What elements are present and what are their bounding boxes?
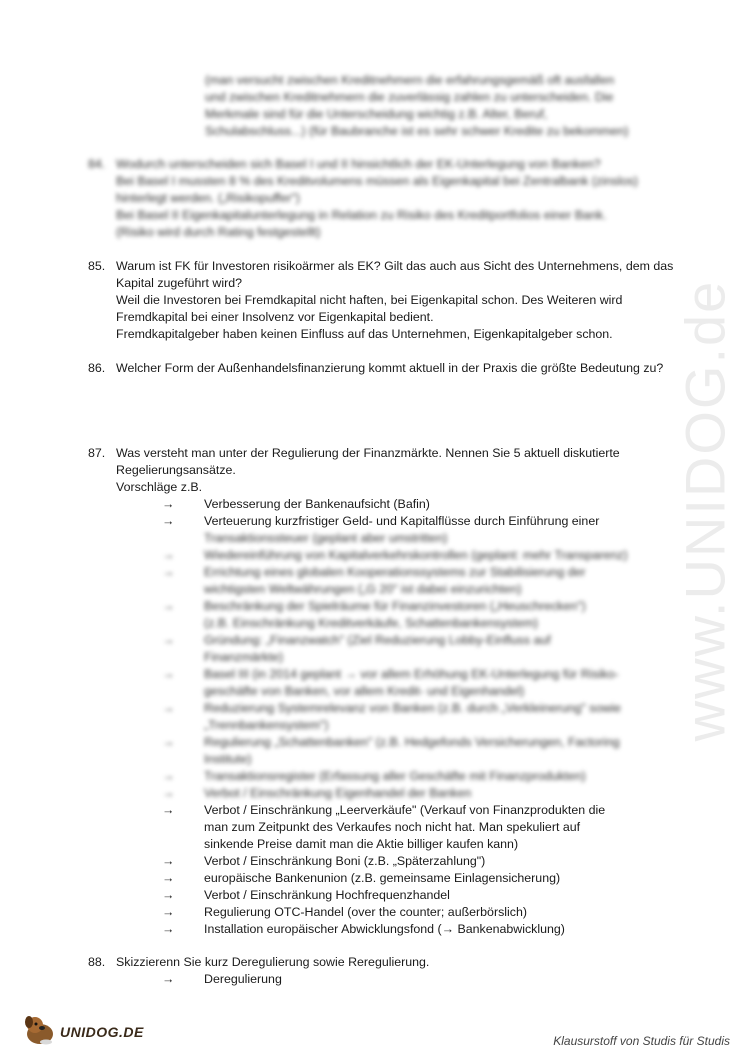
question-text: Skizzierenn Sie kurz Deregulierung sowie Reregulierung.: [116, 955, 430, 969]
list-item-text: Verbesserung der Bankenaufsicht (Bafin): [204, 497, 430, 511]
arrow-right-icon: →: [162, 514, 175, 528]
list-item-text: Regulierung OTC-Handel (over the counter; außerbörslich): [204, 905, 527, 919]
question-text: Kapital zugeführt wird?: [116, 276, 243, 290]
list-item-text: wichtigsten Weltwährungen („G 20" ist dabei einzurichten): [204, 582, 522, 596]
arrow-right-icon: →: [162, 905, 175, 919]
arrow-right-icon: →: [162, 854, 175, 868]
list-item-text: Basel III (in 2014 geplant → vor allem Erhöhung EK-Unterlegung für Risiko-: [204, 667, 619, 681]
question-number: 88.: [88, 955, 106, 969]
list-item-text: europäische Bankenunion (z.B. gemeinsame Einlagensicherung): [204, 871, 561, 885]
list-item-text: Transaktionsregister (Erfassung aller Geschäfte mit Finanzprodukten): [204, 769, 586, 783]
regulation-proposals-list: [162, 496, 662, 938]
arrow-right-icon: →: [162, 667, 175, 681]
text-line: (man versucht zwischen Kreditnehmern die erfahrungsgemäß oft ausfallen: [205, 73, 615, 87]
text-line: Bei Basel I mussten 8 % des Kreditvolumens müssen als Eigenkapital bei Zentralbank (zinslos): [116, 174, 639, 188]
list-item-text: man zum Zeitpunkt des Verkaufes noch nicht hat. Man spekuliert auf: [204, 820, 581, 834]
list-item-text: Transaktionssteuer (geplant aber umstritten): [204, 531, 448, 545]
list-item: [162, 870, 662, 887]
footer-slogan: Klausurstoff von Studis für Studis: [553, 1034, 730, 1048]
question-number: 86.: [88, 361, 106, 375]
arrow-right-icon: →: [162, 803, 175, 817]
arrow-right-icon: →: [162, 769, 175, 783]
list-item-text: Gründung: „Finanzwatch" (Ziel Reduzierung Lobby-Einfluss auf: [204, 633, 551, 647]
answer-intro: Vorschläge z.B.: [116, 480, 203, 494]
text-line: Schulabschluss...) (für Baubranche ist es sehr schwer Kredite zu bekommen): [205, 124, 629, 138]
list-item: [162, 734, 662, 768]
list-item-text: Wiedereinführung von Kapitalverkehrskontrollen (geplant: mehr Transparenz): [204, 548, 628, 562]
answer-text: Fremdkapital bei einer Insolvenz vor Eigenkapital bedient.: [116, 310, 434, 324]
list-item-text: (z.B. Einschränkung Kreditverkäufe, Schattenbankensystem): [204, 616, 539, 630]
list-item: [162, 700, 662, 734]
list-item: [162, 768, 662, 785]
list-item-text: „Trennbankensystem"): [204, 718, 329, 732]
question-86: [88, 360, 688, 377]
question-87: [88, 445, 688, 496]
list-item: [162, 666, 662, 700]
list-item: [162, 802, 662, 853]
arrow-right-icon: →: [162, 599, 175, 613]
arrow-right-icon: →: [162, 497, 175, 511]
text-line: Wodurch unterscheiden sich Basel I und II hinsichtlich der EK-Unterlegung von Banken?: [116, 157, 601, 171]
list-item: [162, 921, 662, 938]
list-item: [162, 564, 662, 598]
question-text: Welcher Form der Außenhandelsfinanzierung kommt aktuell in der Praxis die größte Bedeutung zu?: [116, 361, 664, 375]
blurred-continuation: [205, 72, 645, 140]
list-item-text: Finanzmärkte): [204, 650, 284, 664]
list-item-text: Beschränkung der Spielräume für Finanzinvestoren („Heuschrecken"): [204, 599, 586, 613]
question-number: 84.: [88, 157, 106, 171]
question-84: [88, 156, 688, 241]
list-item: [162, 496, 662, 513]
arrow-right-icon: →: [162, 888, 175, 902]
arrow-right-icon: →: [162, 786, 175, 800]
question-text: Regelierungsansätze.: [116, 463, 236, 477]
list-item: [162, 598, 662, 632]
text-line: Merkmale sind für die Unterscheidung wichtig z.B. Alter, Beruf,: [205, 107, 548, 121]
arrow-right-icon: →: [162, 922, 175, 936]
text-line: (Risiko wird durch Rating festgestellt): [116, 225, 321, 239]
arrow-right-icon: →: [162, 548, 175, 562]
logo-text: UNIDOG.DE: [60, 1024, 144, 1040]
arrow-right-icon: →: [162, 972, 175, 986]
list-item: [162, 853, 662, 870]
list-item-text: sinkende Preise damit man die Aktie billiger kaufen kann): [204, 837, 519, 851]
answer-text: Fremdkapitalgeber haben keinen Einfluss auf das Unternehmen, Eigenkapitalgeber schon.: [116, 327, 613, 341]
dog-icon: [22, 1012, 58, 1046]
list-item-text: Installation europäischer Abwicklungsfond (→ Bankenabwicklung): [204, 922, 565, 936]
list-item: [162, 547, 662, 564]
list-item-text: Reduzierung Systemrelevanz von Banken (z.B. durch „Verkleinerung" sowie: [204, 701, 621, 715]
question-text: Was versteht man unter der Regulierung der Finanzmärkte. Nennen Sie 5 aktuell diskutierte: [116, 446, 620, 460]
list-item: [162, 632, 662, 666]
list-item: [162, 971, 662, 988]
arrow-right-icon: →: [162, 633, 175, 647]
answer-text: Weil die Investoren bei Fremdkapital nicht haften, bei Eigenkapital schon. Des Weiteren wird: [116, 293, 623, 307]
text-line: hinterlegt werden. („Risikopuffer"): [116, 191, 300, 205]
list-item: [162, 513, 662, 547]
list-item-text: Regulierung „Schattenbanken" (z.B. Hedgefonds Versicherungen, Factoring: [204, 735, 620, 749]
list-item-text: Deregulierung: [204, 972, 282, 986]
watermark-text: www.UNIDOG.de: [673, 279, 737, 741]
arrow-right-icon: →: [162, 735, 175, 749]
list-item: [162, 785, 662, 802]
text-line: und zwischen Kreditnehmern die zuverlässig zahlen zu unterscheiden. Die: [205, 90, 614, 104]
arrow-right-icon: →: [162, 565, 175, 579]
list-item-text: Errichtung eines globalen Kooperationssystems zur Stabilisierung der: [204, 565, 586, 579]
list-item: [162, 887, 662, 904]
list-item-text: Verbot / Einschränkung „Leerverkäufe" (Verkauf von Finanzprodukten die: [204, 803, 606, 817]
list-item-text: Verbot / Einschränkung Hochfrequenzhandel: [204, 888, 450, 902]
list-item-text: Verbot / Einschränkung Boni (z.B. „Späterzahlung"): [204, 854, 486, 868]
text-line: Bei Basel II Eigenkapitalunterlegung in Relation zu Risiko des Kreditportfolios einer Bank.: [116, 208, 607, 222]
list-item-text: Verteuerung kurzfristiger Geld- und Kapitalflüsse durch Einführung einer: [204, 514, 600, 528]
question-number: 87.: [88, 446, 106, 460]
list-item-text: Verbot / Einschränkung Eigenhandel der Banken: [204, 786, 472, 800]
arrow-right-icon: →: [162, 701, 175, 715]
question-text: Warum ist FK für Investoren risikoärmer als EK? Gilt das auch aus Sicht des Unternehmens, dem das: [116, 259, 674, 273]
list-item-text: Institute): [204, 752, 252, 766]
question-88: [88, 954, 688, 971]
list-item-text: geschäfte von Banken, vor allem Kredit- und Eigenhandel): [204, 684, 525, 698]
list-item: [162, 904, 662, 921]
question-number: 85.: [88, 259, 106, 273]
unidog-logo: [22, 1012, 152, 1048]
deregulation-list: [162, 971, 662, 988]
question-85: [88, 258, 688, 343]
arrow-right-icon: →: [162, 871, 175, 885]
